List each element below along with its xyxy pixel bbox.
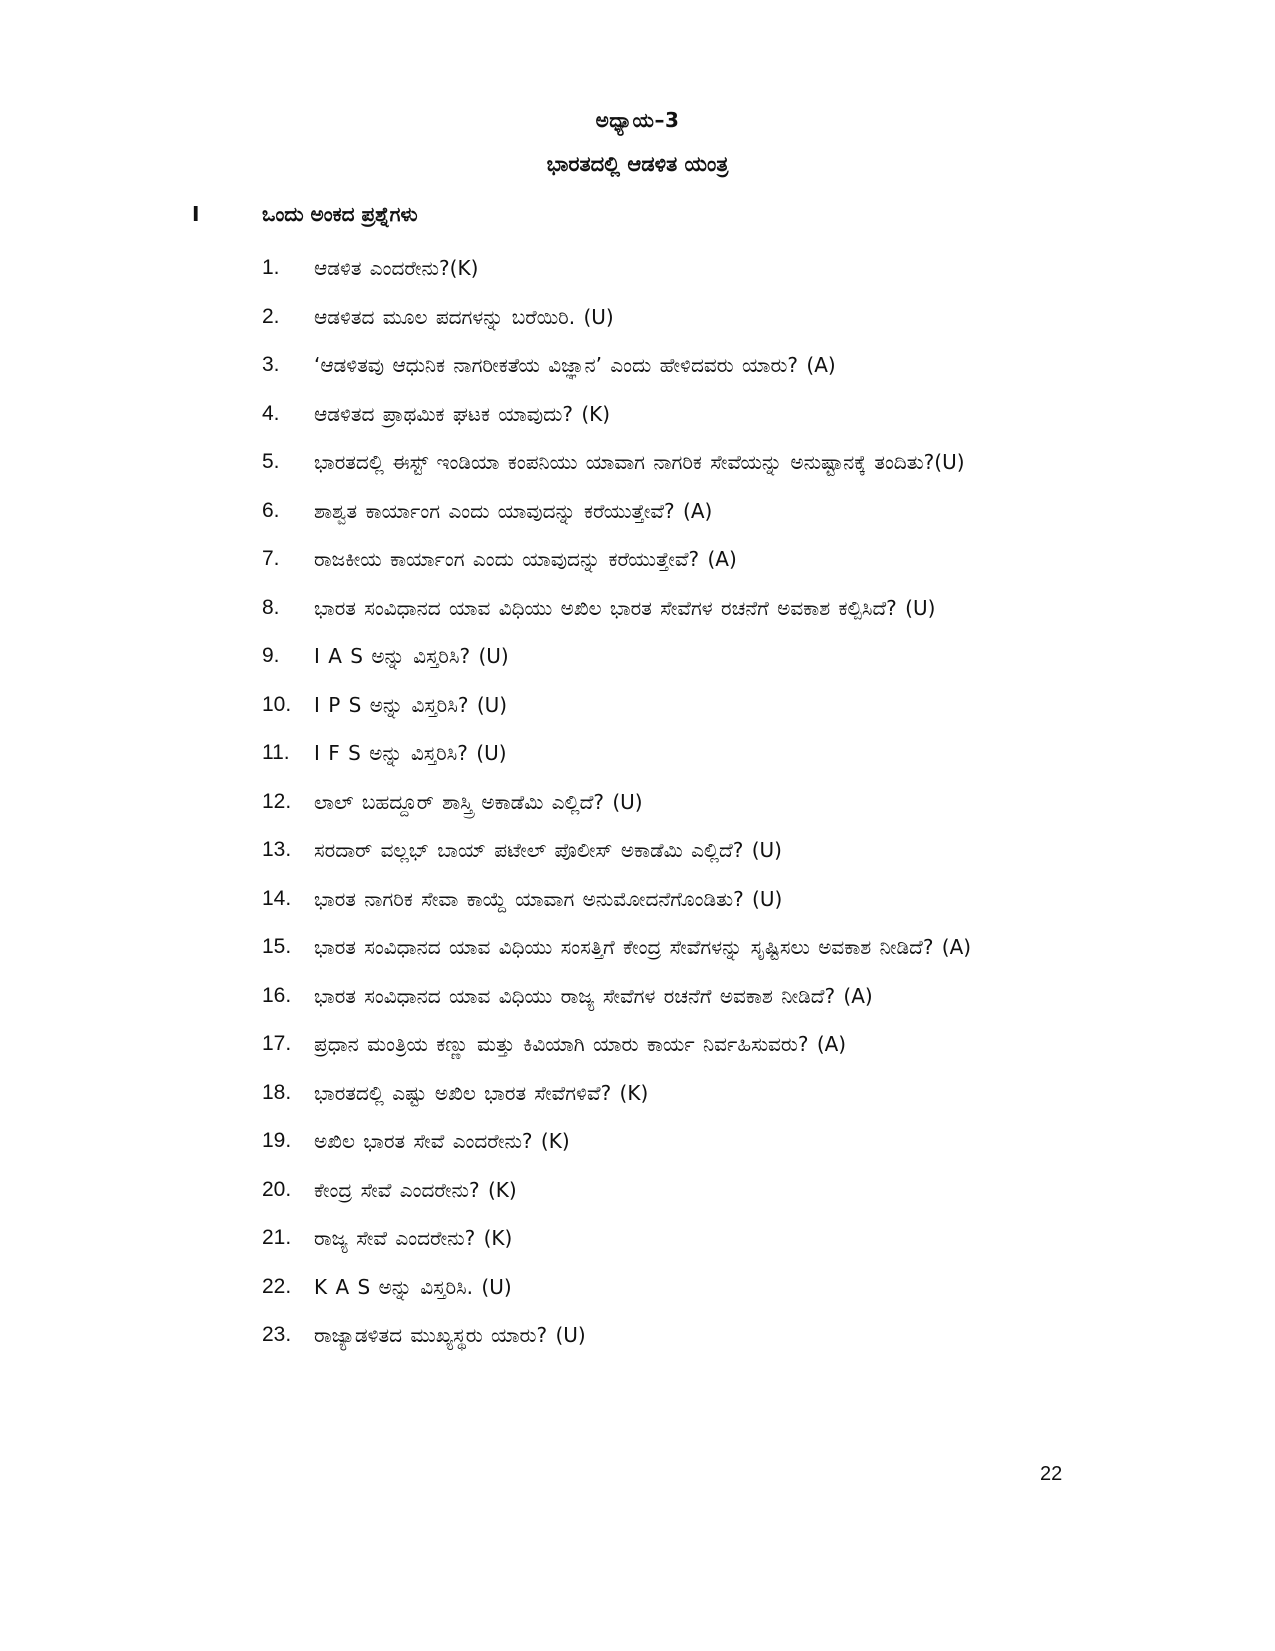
- question-item: [262, 681, 1082, 730]
- question-text: ಭಾರತ ನಾಗರಿಕ ಸೇವಾ ಕಾಯ್ದೆ ಯಾವಾಗ ಅನುಮೋದನೆಗೊಂಡಿತು? (U): [314, 886, 783, 911]
- question-text: I P S ಅನ್ನು ವಿಸ್ತರಿಸಿ? (U): [314, 692, 508, 717]
- question-text: ಆಡಳಿತದ ಮೂಲ ಪದಗಳನ್ನು ಬರೆಯಿರಿ. (U): [314, 304, 614, 329]
- question-number: 5.: [262, 450, 280, 473]
- question-number: 13.: [262, 838, 292, 861]
- question-number: 14.: [262, 886, 292, 910]
- question-number: 23.: [262, 1323, 292, 1346]
- question-text: ರಾಜ್ಯ ಸೇವೆ ಎಂದರೇನು? (K): [314, 1226, 513, 1250]
- question-number: 6.: [262, 498, 280, 522]
- question-item: [262, 729, 1082, 778]
- question-number: 4.: [262, 401, 280, 425]
- question-item: [262, 293, 1082, 342]
- question-text: ಶಾಶ್ವತ ಕಾರ್ಯಾಂಗ ಎಂದು ಯಾವುದನ್ನು ಕರೆಯುತ್ತೇವೆ? (A): [314, 498, 713, 523]
- question-number: 16.: [262, 983, 292, 1007]
- question-list: [262, 244, 1082, 1360]
- question-text: ಕೇಂದ್ರ ಸೇವೆ ಎಂದರೇನು? (K): [314, 1177, 517, 1202]
- question-number: 7.: [262, 547, 280, 570]
- question-number: 18.: [262, 1080, 292, 1104]
- question-text: ಭಾರತ ಸಂವಿಧಾನದ ಯಾವ ವಿಧಿಯು ಅಖಿಲ ಭಾರತ ಸೇವೆಗಳ ರಚನೆಗೆ ಅವಕಾಶ ಕಲ್ಪಿಸಿದೆ? (U): [314, 595, 936, 620]
- question-item: [262, 584, 1082, 633]
- question-item: [262, 1214, 1082, 1263]
- section-numeral: I: [192, 202, 200, 226]
- question-text: ಸರದಾರ್ ವಲ್ಲಭ್ ಬಾಯ್ ಪಟೇಲ್ ಪೊಲೀಸ್ ಅಕಾಡೆಮಿ ಎಲ್ಲಿದೆ? (U): [314, 838, 782, 862]
- question-text: I F S ಅನ್ನು ವಿಸ್ತರಿಸಿ? (U): [314, 741, 507, 765]
- question-item: [262, 972, 1082, 1021]
- question-text: ಭಾರತದಲ್ಲಿ ಎಷ್ಟು ಅಖಿಲ ಭಾರತ ಸೇವೆಗಳಿವೆ? (K): [314, 1080, 649, 1105]
- question-number: 9.: [262, 644, 280, 667]
- question-text: ಆಡಳಿತ ಎಂದರೇನು?(K): [314, 256, 479, 280]
- question-item: [262, 438, 1082, 487]
- question-number: 20.: [262, 1177, 292, 1201]
- question-text: ಪ್ರಧಾನ ಮಂತ್ರಿಯ ಕಣ್ಣು ಮತ್ತು ಕಿವಿಯಾಗಿ ಯಾರು ಕಾರ್ಯ ನಿರ್ವಹಿಸುವರು? (A): [314, 1032, 847, 1056]
- question-text: ಆಡಳಿತದ ಪ್ರಾಥಮಿಕ ಘಟಕ ಯಾವುದು? (K): [314, 401, 611, 426]
- question-number: 3.: [262, 353, 280, 376]
- question-number: 8.: [262, 595, 280, 619]
- question-text: ಅಖಿಲ ಭಾರತ ಸೇವೆ ಎಂದರೇನು? (K): [314, 1129, 570, 1153]
- question-item: [262, 632, 1082, 681]
- page-number: 22: [1040, 1463, 1063, 1485]
- question-item: [262, 1117, 1082, 1166]
- question-number: 10.: [262, 692, 292, 716]
- question-item: [262, 244, 1082, 293]
- question-number: 15.: [262, 935, 292, 958]
- question-text: ರಾಜ್ಯಾಡಳಿತದ ಮುಖ್ಯಸ್ಥರು ಯಾರು? (U): [314, 1323, 586, 1347]
- question-item: [262, 1069, 1082, 1118]
- question-item: [262, 778, 1082, 827]
- question-number: 21.: [262, 1226, 292, 1249]
- question-item: [262, 826, 1082, 875]
- question-number: 12.: [262, 789, 292, 813]
- question-text: ಲಾಲ್ ಬಹದ್ದೂರ್ ಶಾಸ್ತ್ರಿ ಅಕಾಡೆಮಿ ಎಲ್ಲಿದೆ? (U): [314, 789, 643, 814]
- question-number: 19.: [262, 1129, 292, 1152]
- chapter-title: ಭಾರತದಲ್ಲಿ ಆಡಳಿತ ಯಂತ್ರ: [546, 152, 729, 176]
- section-heading: ಒಂದು ಅಂಕದ ಪ್ರಶ್ನೆಗಳು: [262, 202, 418, 226]
- question-text: I A S ಅನ್ನು ವಿಸ್ತರಿಸಿ? (U): [314, 644, 509, 668]
- question-text: ಭಾರತ ಸಂವಿಧಾನದ ಯಾವ ವಿಧಿಯು ಸಂಸತ್ತಿಗೆ ಕೇಂದ್ರ ಸೇವೆಗಳನ್ನು ಸೃಷ್ಟಿಸಲು ಅವಕಾಶ ನೀಡಿದೆ? (A): [314, 935, 972, 959]
- question-text: ಭಾರತ ಸಂವಿಧಾನದ ಯಾವ ವಿಧಿಯು ರಾಜ್ಯ ಸೇವೆಗಳ ರಚನೆಗೆ ಅವಕಾಶ ನೀಡಿದೆ? (A): [314, 983, 873, 1008]
- question-item: [262, 875, 1082, 924]
- question-item: [262, 341, 1082, 390]
- question-item: [262, 923, 1082, 972]
- question-text: ‘ಆಡಳಿತವು ಆಧುನಿಕ ನಾಗರೀಕತೆಯ ವಿಜ್ಞಾನ’ ಎಂದು ಹೇಳಿದವರು ಯಾರು? (A): [314, 353, 836, 377]
- question-text: ರಾಜಕೀಯ ಕಾರ್ಯಾಂಗ ಎಂದು ಯಾವುದನ್ನು ಕರೆಯುತ್ತೇವೆ? (A): [314, 547, 737, 571]
- question-item: [262, 1311, 1082, 1360]
- question-item: [262, 1166, 1082, 1215]
- question-text: ಭಾರತದಲ್ಲಿ ಈಸ್ಟ್ ಇಂಡಿಯಾ ಕಂಪನಿಯು ಯಾವಾಗ ನಾಗರಿಕ ಸೇವೆಯನ್ನು ಅನುಷ್ಟಾನಕ್ಕೆ ತಂದಿತು?(U): [314, 450, 965, 474]
- question-number: 11.: [262, 741, 290, 764]
- question-text: K A S ಅನ್ನು ವಿಸ್ತರಿಸಿ. (U): [314, 1274, 512, 1299]
- question-item: [262, 487, 1082, 536]
- question-number: 2.: [262, 304, 280, 328]
- chapter-label: ಅಧ್ಯಾಯ–3: [595, 108, 680, 132]
- question-number: 17.: [262, 1032, 292, 1055]
- question-item: [262, 535, 1082, 584]
- question-item: [262, 390, 1082, 439]
- question-item: [262, 1020, 1082, 1069]
- question-number: 1.: [262, 256, 280, 279]
- question-number: 22.: [262, 1274, 292, 1298]
- question-item: [262, 1263, 1082, 1312]
